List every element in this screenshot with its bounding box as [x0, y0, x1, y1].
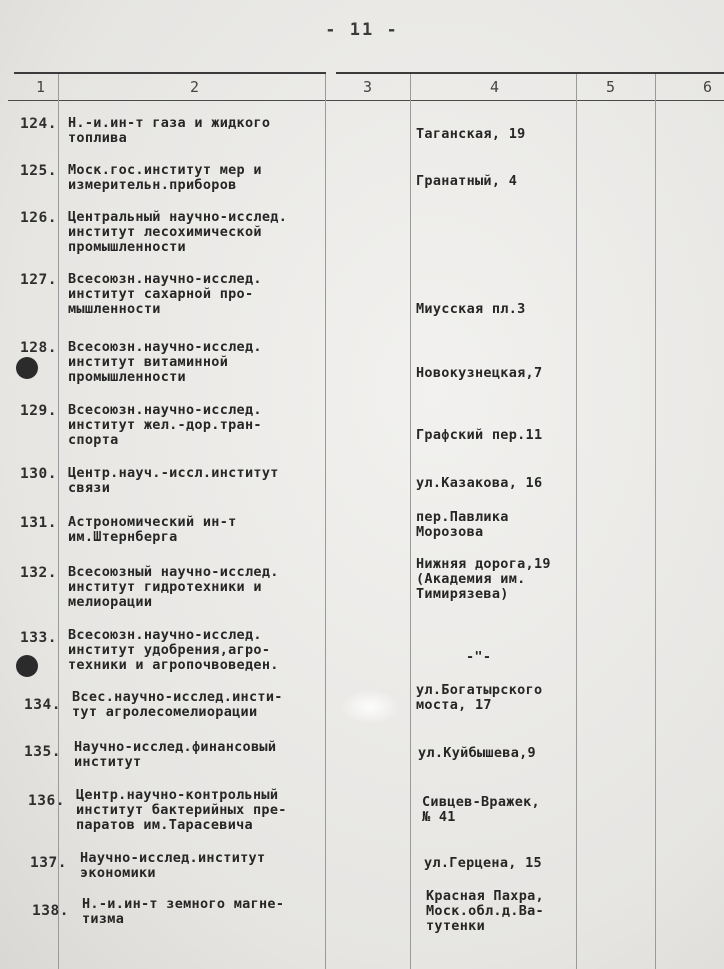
institute-name: Центр.научно-контрольный институт бактерийных пре- паратов им.Тарасевича: [76, 787, 287, 833]
institute-name: Всес.научно-исслед.инсти- тут агролесомелиорации: [72, 689, 283, 720]
institute-name: Центр.науч.-иссл.институт связи: [68, 465, 279, 496]
institute-name: Научно-исслед.финансовый институт: [74, 739, 277, 770]
row-number: 138.: [32, 903, 69, 919]
institute-name: Центральный научно-исслед. институт лесохимической промышленности: [68, 209, 288, 255]
institute-name: Научно-исслед.институт экономики: [80, 850, 266, 881]
row-number: 136.: [28, 793, 65, 809]
punch-hole-mark: [16, 357, 38, 379]
column-header-2: 2: [190, 78, 200, 96]
row-number: 132.: [20, 565, 57, 581]
row-number: 137.: [30, 855, 67, 871]
institute-address: Гранатный, 4: [416, 173, 518, 189]
row-number: 131.: [20, 515, 57, 531]
column-header-1: 1: [36, 78, 46, 96]
column-header-6: 6: [703, 78, 713, 96]
column-divider: [58, 74, 59, 969]
institute-address: Новокузнецкая,7: [416, 365, 543, 381]
institute-address: ул.Герцена, 15: [424, 855, 542, 871]
row-number: 130.: [20, 466, 57, 482]
institute-name: Всесоюзн.научно-исслед. институт удобрения,агро- техники и агропочвоведен.: [68, 627, 279, 673]
institute-name: Всесоюзн.научно-исслед. институт жел.-дор.тран- спорта: [68, 402, 262, 448]
institute-name: Астрономический ин-т им.Штернберга: [68, 514, 237, 545]
institute-address: ул.Богатырского моста, 17: [416, 682, 543, 713]
column-divider: [410, 74, 411, 969]
header-rule-right: [336, 72, 724, 74]
row-number: 135.: [24, 744, 61, 760]
row-number: 133.: [20, 630, 57, 646]
paper-smudge: [340, 690, 400, 724]
row-number: 127.: [20, 272, 57, 288]
institute-name: Н.-и.ин-т газа и жидкого топлива: [68, 115, 271, 146]
header-rule-bottom: [8, 100, 724, 101]
row-number: 129.: [20, 403, 57, 419]
column-header-3: 3: [363, 78, 373, 96]
header-rule-left: [14, 72, 326, 74]
institute-address: Нижняя дорога,19 (Академия им. Тимирязева): [416, 556, 551, 602]
institute-address: Графский пер.11: [416, 427, 543, 443]
column-divider: [655, 74, 656, 969]
row-number: 126.: [20, 210, 57, 226]
row-number: 134.: [24, 697, 61, 713]
institute-address: ул.Куйбышева,9: [418, 745, 536, 761]
institute-name: Моск.гос.институт мер и измерительн.приборов: [68, 162, 262, 193]
institute-address: Красная Пахра, Моск.обл.д.Ва- тутенки: [426, 888, 544, 934]
institute-address: пер.Павлика Морозова: [416, 509, 509, 540]
punch-hole-mark: [16, 655, 38, 677]
page-number: - 11 -: [325, 20, 399, 40]
row-number: 125.: [20, 163, 57, 179]
institute-address: ул.Казакова, 16: [416, 475, 543, 491]
column-header-4: 4: [490, 78, 500, 96]
institute-name: Н.-и.ин-т земного магне- тизма: [82, 896, 285, 927]
row-number: 124.: [20, 116, 57, 132]
institute-address: Таганская, 19: [416, 126, 526, 142]
institute-name: Всесоюзн.научно-исслед. институт сахарной про- мышленности: [68, 271, 262, 317]
row-number: 128.: [20, 340, 57, 356]
institute-address: Сивцев-Вражек, № 41: [422, 794, 540, 825]
column-header-5: 5: [606, 78, 616, 96]
institute-address: Миусская пл.3: [416, 301, 526, 317]
institute-name: Всесоюзн.научно-исслед. институт витаминной промышленности: [68, 339, 262, 385]
institute-address: -"-: [466, 649, 492, 665]
institute-name: Всесоюзный научно-исслед. институт гидротехники и мелиорации: [68, 564, 279, 610]
